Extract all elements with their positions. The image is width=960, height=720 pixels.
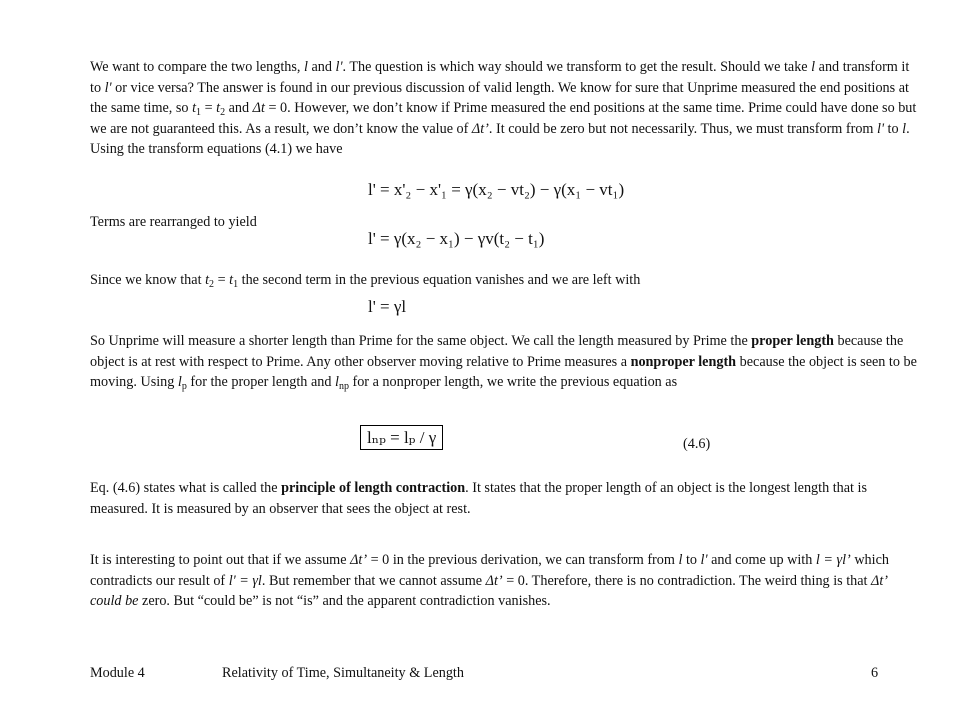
equation-length-contraction: lₙₚ = lₚ / γ — [360, 428, 443, 448]
footer-module: Module 4 — [90, 665, 145, 681]
paragraph-second-term: Since we know that $t_2 = t_1$ the second term in the previous equation vanishes and we are left with — [90, 272, 641, 290]
footer-page-number: 6 — [871, 665, 879, 681]
equation-length-transform: l' = x'₂ − x'₁ = γ(x₂ − vt₂) − γ(x₁ − vt₁) — [368, 180, 625, 199]
equation-result: l' = γl — [368, 297, 407, 316]
paragraph-rearranged: Terms are rearranged to yield — [90, 214, 257, 230]
paragraph-proper-length: So Unprime will measure a shorter length than Prime for the same object. We call the length measured by Prime the proper length because the object is at rest with respect to Prime. Any other observer moving relative to Prime measures a nonproper length because the object is seen to be moving. Using $l_p$ for the proper length and $l_{np}$ for a nonproper length, we write the previous equation as — [90, 333, 917, 392]
equation-rearranged: l' = γ(x₂ − x₁) − γv(t₂ − t₁) — [368, 229, 545, 248]
paragraph-intro: We want to compare the two lengths, l and l'. The question is which way should we transform to get the result. Should we take l and transform it to l' or vice versa? The answer is found in our previous discussion of valid length. We know for sure that Unprime measured the end positions at the same time, so $t_1 = t_2$ and Δt = 0. However, we don’t know if Prime measured the end positions at the same time. Prime could have done so but we are not guaranteed this. As a result, we don’t know the value of Δt’. It could be zero but not necessarily. Thus, we must transform from l' to l. Using the transform equations (4.1) we have — [90, 59, 917, 157]
footer-title: Relativity of Time, Simultaneity & Length — [222, 665, 464, 681]
equation-number: (4.6) — [683, 436, 711, 452]
paragraph-contradiction: It is interesting to point out that if we assume Δt’ = 0 in the previous derivation, we can transform from l to l' and come up with l = γl’ which contradicts our result of l' = γl. But remember that we cannot assume Δt’ = 0. Therefore, there is no contradiction. The weird thing is that Δt’ could be zero. But “could be” is not “is” and the apparent contradiction vanishes. — [90, 552, 889, 609]
paragraph-principle: Eq. (4.6) states what is called the principle of length contraction. It states that the proper length of an object is the longest length that is measured. It is measured by an observer that sees the object at rest. — [90, 480, 868, 517]
